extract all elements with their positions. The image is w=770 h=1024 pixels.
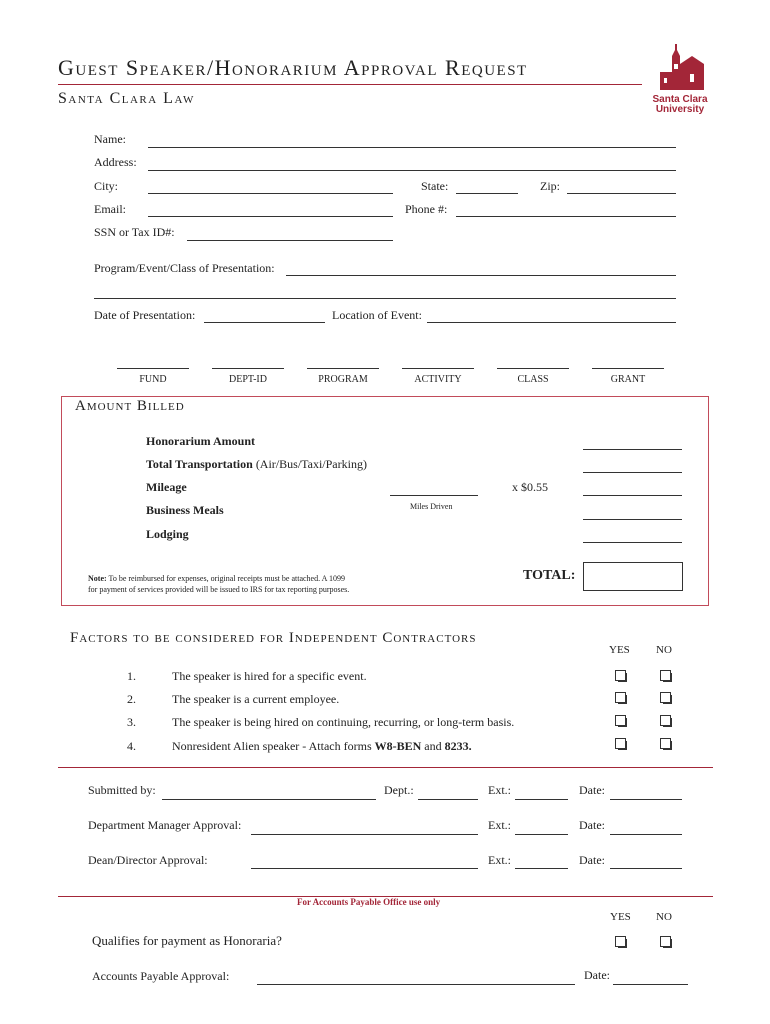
ssn-field[interactable] <box>187 240 393 241</box>
factor-4-form-8233: 8233. <box>444 739 472 753</box>
transport-field[interactable] <box>583 472 682 473</box>
miles-driven-label: Miles Driven <box>410 502 453 511</box>
mileage-field[interactable] <box>583 495 682 496</box>
zip-field[interactable] <box>567 193 676 194</box>
address-label: Address: <box>94 155 137 169</box>
logo-text-line1: Santa Clara <box>652 94 708 105</box>
approvals-divider <box>58 767 713 768</box>
city-label: City: <box>94 179 119 193</box>
factor-2-no-checkbox[interactable] <box>660 692 671 703</box>
state-label: State: <box>421 179 449 193</box>
factor-2-number: 2. <box>127 692 136 706</box>
factor-4-text-b: and <box>421 739 445 753</box>
lodging-field[interactable] <box>583 542 682 543</box>
factor-1-no-checkbox[interactable] <box>660 670 671 681</box>
location-field[interactable] <box>427 322 676 323</box>
mission-church-icon <box>650 42 720 90</box>
lodging-label: Lodging <box>146 527 189 541</box>
ap-date-field[interactable] <box>613 984 688 985</box>
activity-label: ACTIVITY <box>414 374 462 385</box>
ap-date-label: Date: <box>584 968 610 982</box>
transport-note: (Air/Bus/Taxi/Parking) <box>255 457 367 471</box>
submitted-by-field[interactable] <box>162 799 376 800</box>
university-logo <box>650 42 720 114</box>
submitted-date-label: Date: <box>579 783 605 797</box>
total-label: TOTAL: <box>523 568 576 583</box>
total-field[interactable] <box>583 562 683 591</box>
submitted-by-label: Submitted by: <box>88 783 156 797</box>
manager-approval-field[interactable] <box>251 834 478 835</box>
manager-ext-label: Ext.: <box>488 818 511 832</box>
manager-date-label: Date: <box>579 818 605 832</box>
ap-banner: For Accounts Payable Office use only <box>297 897 441 907</box>
submitted-ext-label: Ext.: <box>488 783 511 797</box>
phone-field[interactable] <box>456 216 676 217</box>
date-field[interactable] <box>204 322 325 323</box>
address-field[interactable] <box>148 170 676 171</box>
meals-field[interactable] <box>583 519 682 520</box>
factor-3-no-checkbox[interactable] <box>660 715 671 726</box>
submitted-dept-field[interactable] <box>418 799 478 800</box>
fund-label: FUND <box>139 374 167 385</box>
factor-4-yes-checkbox[interactable] <box>615 738 626 749</box>
page-title: Guest Speaker/Honorarium Approval Request <box>58 55 528 80</box>
honorarium-label: Honorarium Amount <box>146 434 256 448</box>
mileage-label: Mileage <box>146 480 187 494</box>
miles-driven-field[interactable] <box>390 495 478 496</box>
factor-2-yes-checkbox[interactable] <box>615 692 626 703</box>
title-divider <box>58 84 642 85</box>
program-label: Program/Event/Class of Presentation: <box>94 261 275 275</box>
qualifies-label: Qualifies for payment as Honoraria? <box>92 933 282 948</box>
city-field[interactable] <box>148 193 393 194</box>
factor-4-number: 4. <box>127 739 136 753</box>
state-field[interactable] <box>456 193 518 194</box>
grant-label: GRANT <box>610 374 646 385</box>
transport-label: Total Transportation <box>146 457 253 471</box>
mileage-rate: x $0.55 <box>512 480 548 494</box>
ap-no-header: NO <box>656 911 672 923</box>
honorarium-field[interactable] <box>583 449 682 450</box>
activity-field[interactable] <box>402 368 474 369</box>
name-field[interactable] <box>148 147 676 148</box>
email-label: Email: <box>94 202 126 216</box>
ap-yes-header: YES <box>610 911 631 923</box>
transport-row <box>146 457 367 472</box>
dean-date-label: Date: <box>579 853 605 867</box>
factor-1-number: 1. <box>127 669 136 683</box>
meals-label: Business Meals <box>146 503 224 517</box>
dept-id-field[interactable] <box>212 368 284 369</box>
dean-approval-field[interactable] <box>251 868 478 869</box>
fund-field[interactable] <box>117 368 189 369</box>
note-line1: To be reimbursed for expenses, original receipts must be attached. A 1099 <box>106 574 345 583</box>
class-label: CLASS <box>517 374 549 385</box>
manager-date-field[interactable] <box>610 834 682 835</box>
program-field[interactable] <box>286 275 676 276</box>
page-subtitle: Santa Clara Law <box>58 90 195 107</box>
factor-4-text <box>172 739 472 754</box>
contractors-yes-header: YES <box>609 644 630 656</box>
dean-ext-label: Ext.: <box>488 853 511 867</box>
contractors-heading: Factors to be considered for Independent Contractors <box>70 630 477 646</box>
class-field[interactable] <box>497 368 569 369</box>
factor-3-text: The speaker is being hired on continuing, recurring, or long-term basis. <box>172 715 515 729</box>
factor-3-number: 3. <box>127 715 136 729</box>
submitted-dept-label: Dept.: <box>384 783 414 797</box>
dean-date-field[interactable] <box>610 868 682 869</box>
submitted-date-field[interactable] <box>610 799 682 800</box>
dean-approval-label: Dean/Director Approval: <box>88 853 208 867</box>
factor-1-yes-checkbox[interactable] <box>615 670 626 681</box>
ap-approval-label: Accounts Payable Approval: <box>92 969 230 983</box>
manager-approval-label: Department Manager Approval: <box>88 818 242 832</box>
dept-id-label: DEPT-ID <box>229 374 267 385</box>
factor-4-no-checkbox[interactable] <box>660 738 671 749</box>
billing-note <box>88 573 349 595</box>
program-code-label: PROGRAM <box>318 374 368 385</box>
factor-4-form-w8ben: W8-BEN <box>374 739 422 753</box>
email-field[interactable] <box>148 216 393 217</box>
date-label: Date of Presentation: <box>94 308 196 322</box>
grant-field[interactable] <box>592 368 664 369</box>
ap-approval-field[interactable] <box>257 984 575 985</box>
contractors-no-header: NO <box>656 644 672 656</box>
qualifies-yes-checkbox[interactable] <box>615 936 626 947</box>
submitted-ext-field[interactable] <box>515 799 568 800</box>
dean-ext-field[interactable] <box>515 868 568 869</box>
amount-billed-heading: Amount Billed <box>75 398 185 414</box>
factor-2-text: The speaker is a current employee. <box>172 692 340 706</box>
ssn-label: SSN or Tax ID#: <box>94 225 175 239</box>
factor-1-text: The speaker is hired for a specific event. <box>172 669 367 683</box>
location-label: Location of Event: <box>332 308 422 322</box>
note-line2: for payment of services provided will be issued to IRS for tax reporting purposes. <box>88 585 350 594</box>
program-code-field[interactable] <box>307 368 379 369</box>
name-label: Name: <box>94 132 126 146</box>
qualifies-no-checkbox[interactable] <box>660 936 671 947</box>
program-field-line2[interactable] <box>94 298 676 299</box>
logo-text-line2: University <box>655 104 705 115</box>
zip-label: Zip: <box>540 179 560 193</box>
note-label: Note: <box>88 574 107 583</box>
factor-3-yes-checkbox[interactable] <box>615 715 626 726</box>
manager-ext-field[interactable] <box>515 834 568 835</box>
phone-label: Phone #: <box>405 202 448 216</box>
factor-4-text-a: Nonresident Alien speaker - Attach forms <box>172 739 375 753</box>
